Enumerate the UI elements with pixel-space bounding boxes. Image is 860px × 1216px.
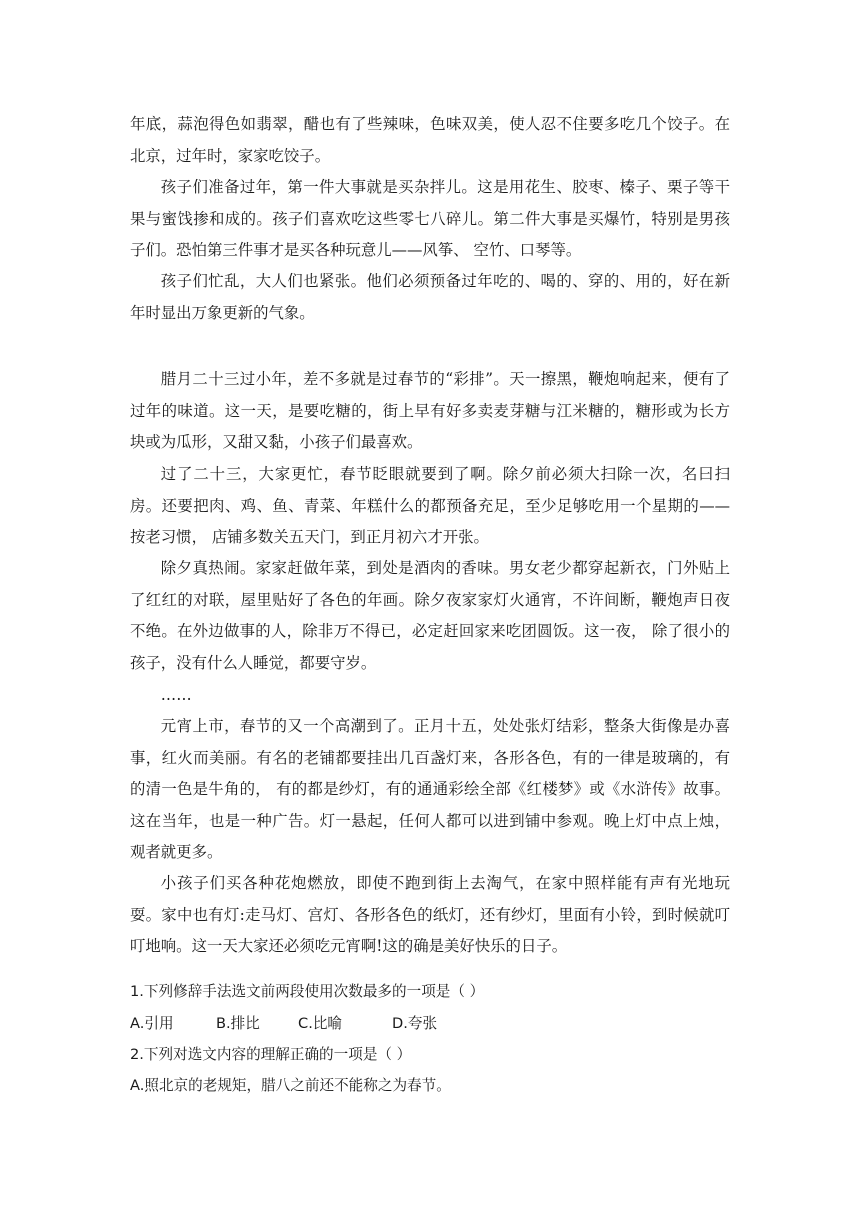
paragraph-4: 腊月二十三过小年，差不多就是过春节的“彩排”。天一擦黑，鞭炮响起来，便有了过年的味道。这一天，是要吃糖的，街上早有好多卖麦芽糖与江米糖的，糖形或为长方块或为瓜形，又甜又黏，小孩子们最喜欢。 — [130, 370, 730, 451]
paragraph-5: 过了二十三，大家更忙，春节眨眼就要到了啊。除夕前必须大扫除一次，名曰扫房。还要把肉、鸡、鱼、青菜、年糕什么的都预备充足，至少足够吃用一个星期的——按老习惯， 店铺多数关五天门，到正月初六才开张。 — [130, 465, 730, 546]
option-a[interactable]: A.引用 — [130, 1015, 174, 1032]
question-2-option-a[interactable]: A.照北京的老规矩，腊八之前还不能称之为春节。 — [130, 1077, 451, 1094]
question-1-stem: 1.下列修辞手法选文前两段使用次数最多的一项是（ ） — [130, 983, 485, 1000]
paragraph-8: 小孩子们买各种花炮燃放，即使不跑到街上去淘气，在家中照样能有声有光地玩耍。家中也有灯:走马灯、宫灯、各形各色的纸灯，还有纱灯，里面有小铃，到时候就叮叮地响。这一天大家还必须吃元宵啊!这的确是美好快乐的日子。 — [130, 874, 730, 955]
option-d[interactable]: D.夸张 — [392, 1015, 438, 1032]
option-c[interactable]: C.比喻 — [298, 1015, 343, 1032]
paragraph-1: 年底，蒜泡得色如翡翠，醋也有了些辣味，色味双美，使人忍不住要多吃几个饺子。在北京，过年时，家家吃饺子。 — [130, 115, 730, 165]
paragraph-6: 除夕真热闹。家家赶做年菜，到处是酒肉的香味。男女老少都穿起新衣，门外贴上了红红的对联，屋里贴好了各色的年画。除夕夜家家灯火通宵，不许间断，鞭炮声日夜不绝。在外边做事的人，除非万不得已，必定赶回家来吃团圆饭。这一夜， 除了很小的孩子，没有什么人睡觉，都要守岁。 — [130, 559, 730, 672]
option-b[interactable]: B.排比 — [216, 1015, 260, 1032]
question-1-options — [130, 1008, 730, 1040]
question-2-stem: 2.下列对选文内容的理解正确的一项是（ ） — [130, 1046, 412, 1063]
paragraph-3: 孩子们忙乱，大人们也紧张。他们必须预备过年吃的、喝的、穿的、用的，好在新年时显出万象更新的气象。 — [130, 272, 730, 322]
paragraph-2: 孩子们准备过年，第一件大事就是买杂拌儿。这是用花生、胶枣、榛子、栗子等干果与蜜饯掺和成的。孩子们喜欢吃这些零七八碎儿。第二件大事是买爆竹，特别是男孩子们。恐怕第三件事才是买各种玩意儿——风筝、 空竹、口琴等。 — [130, 178, 730, 259]
document-page — [130, 0, 730, 1216]
paragraph-7: 元宵上市，春节的又一个高潮到了。正月十五，处处张灯结彩，整条大街像是办喜事，红火而美丽。有名的老铺都要挂出几百盏灯来，各形各色，有的一律是玻璃的，有的清一色是牛角的， 有的都是纱灯，有的通通彩绘全部《红楼梦》或《水浒传》故事。这在当年，也是一种广告。灯一悬起，任何人都可以进到铺中参观。晚上灯中点上烛，观者就更多。 — [130, 717, 730, 861]
ellipsis: …… — [160, 686, 192, 704]
